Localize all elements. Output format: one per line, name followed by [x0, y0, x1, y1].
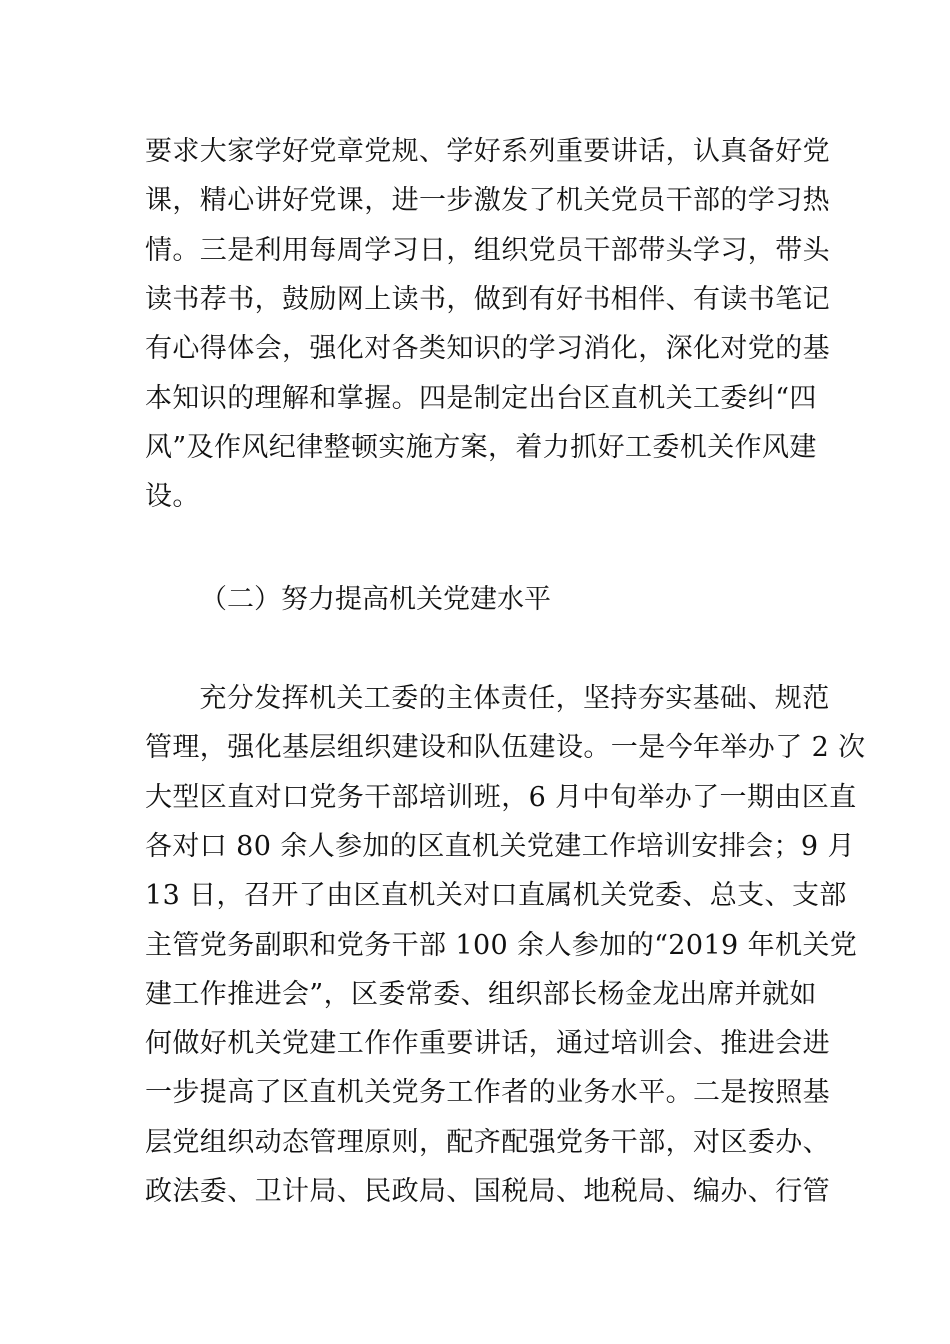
- text-line: 何做好机关党建工作作重要讲话，通过培训会、推进会进: [145, 1028, 830, 1060]
- text-line: 风”及作风纪律整顿实施方案，着力抓好工委机关作风建: [145, 431, 817, 463]
- text-line: 层党组织动态管理原则，配齐配强党务干部，对区委办、: [145, 1126, 830, 1158]
- text-line: 要求大家学好党章党规、学好系列重要讲话，认真备好党: [145, 136, 830, 167]
- text-line: 本知识的理解和掌握。四是制定出台区直机关工委纠“四: [145, 382, 817, 414]
- text-line: 13 日，召开了由区直机关对口直属机关党委、总支、支部: [145, 880, 847, 912]
- text-line: 主管党务副职和党务干部 100 余人参加的“2019 年机关党: [145, 929, 858, 961]
- text-line: 有心得体会，强化对各类知识的学习消化，深化对党的基: [145, 333, 830, 365]
- text-line: 管理，强化基层组织建设和队伍建设。一是今年举办了 2 次: [145, 732, 866, 764]
- text-line: 建工作推进会”，区委常委、组织部长杨金龙出席并就如: [145, 978, 817, 1010]
- text-line: 读书荐书，鼓励网上读书，做到有好书相伴、有读书笔记: [145, 283, 830, 315]
- text-line: 大型区直对口党务干部培训班，6 月中旬举办了一期由区直: [145, 781, 857, 813]
- text-line: 设。: [145, 481, 200, 513]
- text-line: 政法委、卫计局、民政局、国税局、地税局、编办、行管: [145, 1176, 830, 1207]
- section-heading: （二）努力提高机关党建水平: [200, 584, 551, 615]
- text-line: 情。三是利用每周学习日，组织党员干部带头学习，带头: [145, 234, 830, 266]
- text-line: 课，精心讲好党课，进一步激发了机关党员干部的学习热: [145, 185, 830, 217]
- text-line: 一步提高了区直机关党务工作者的业务水平。二是按照基: [145, 1077, 830, 1109]
- text-line: 充分发挥机关工委的主体责任，坚持夯实基础、规范: [172, 683, 830, 714]
- text-line: 各对口 80 余人参加的区直机关党建工作培训安排会；9 月: [145, 830, 855, 862]
